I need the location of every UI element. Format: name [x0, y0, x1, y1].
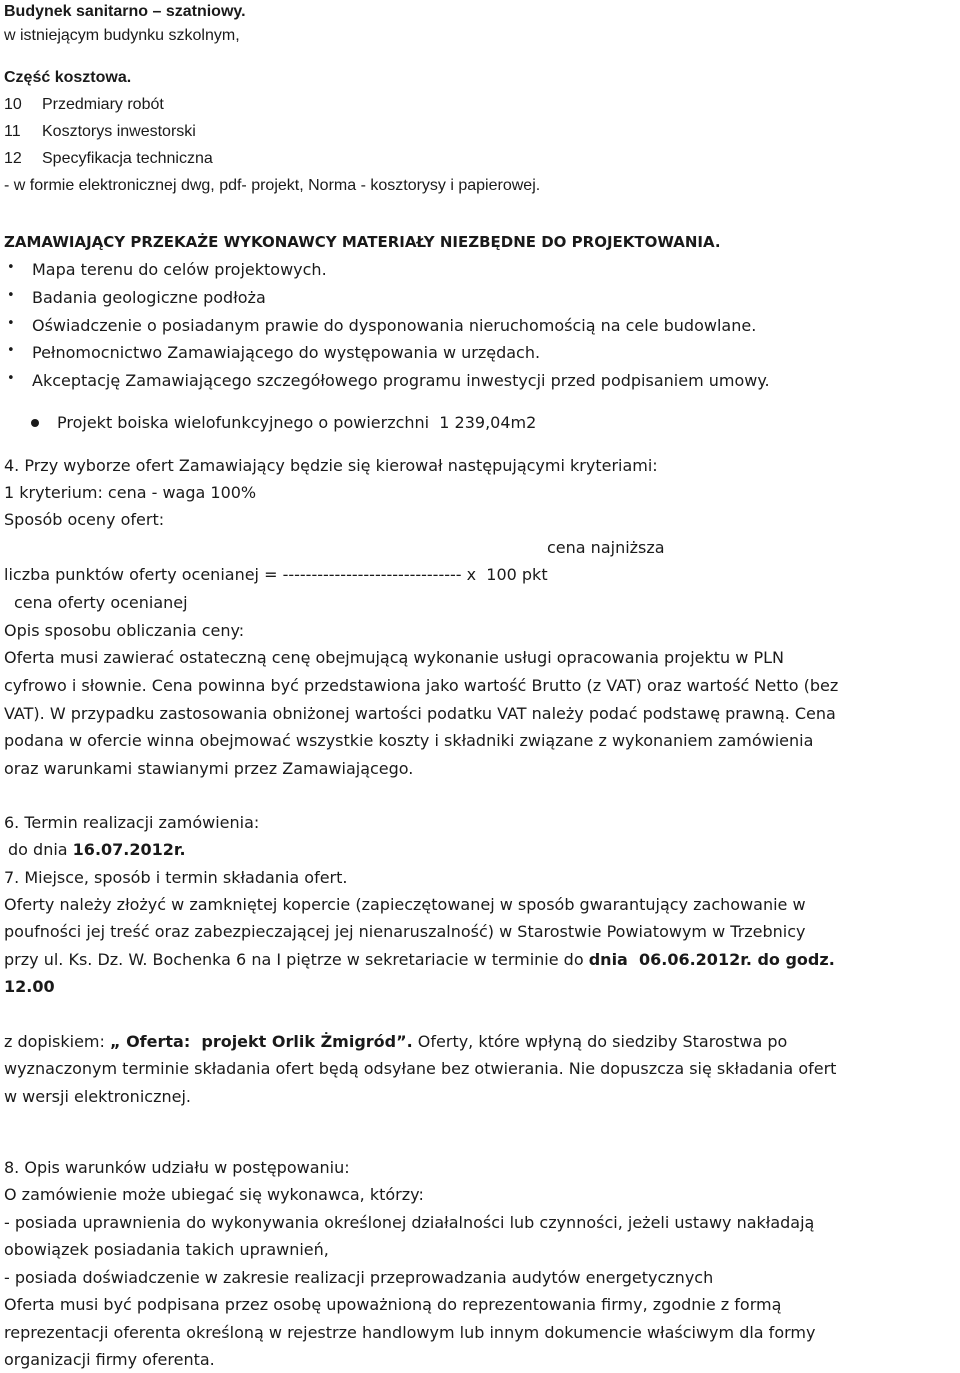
annotation-line: z dopiskiem: „ Oferta: projekt Orlik Żmigród”. Oferty, które wpłyną do siedziby Starostwa po — [4, 1032, 788, 1051]
conditions-line: organizacji firmy oferenta. — [4, 1350, 215, 1369]
criteria-intro: 4. Przy wyborze ofert Zamawiający będzie się kierował następującymi kryteriami: — [4, 456, 658, 475]
cost-item: 11 Kosztorys inwestorski — [4, 123, 196, 140]
submission-time: 12.00 — [4, 977, 55, 996]
criterion-line: 1 kryterium: cena - waga 100% — [4, 483, 257, 502]
price-heading: Opis sposobu obliczania ceny: — [4, 621, 245, 640]
bullet-icon: • — [7, 343, 15, 358]
evaluation-method-label: Sposób oceny ofert: — [4, 510, 165, 529]
cost-item: 12 Specyfikacja techniczna — [4, 150, 213, 167]
offer-annotation: „ Oferta: projekt Orlik Żmigród”. — [109, 1032, 413, 1051]
bullet-dot-icon — [31, 419, 39, 427]
bullet-icon: • — [7, 371, 15, 386]
conditions-line: O zamówienie może ubiegać się wykonawca, którzy: — [4, 1185, 424, 1204]
price-line: Oferta musi zawierać ostateczną cenę obejmującą wykonanie usługi opracowania projektu w PLN — [4, 648, 784, 667]
materials-heading: ZAMAWIAJĄCY PRZEKAŻE WYKONAWCY MATERIAŁY NIEZBĘDNE DO PROJEKTOWANIA. — [4, 233, 721, 251]
formula-denominator: cena oferty ocenianej — [14, 593, 188, 612]
bullet-icon: • — [7, 316, 15, 331]
format-note: - w formie elektronicznej dwg, pdf- projekt, Norma - kosztorysy i papierowej. — [4, 177, 541, 194]
submission-line: poufności jej treść oraz zabezpieczającej jej nienaruszalność) w Starostwie Powiatowym w Trzebnicy — [4, 922, 806, 941]
price-line: oraz warunkami stawianymi przez Zamawiającego. — [4, 759, 414, 778]
bullet-icon: • — [7, 260, 15, 275]
submission-line: przy ul. Ks. Dz. W. Bochenka 6 na I piętrze w sekretariacie w terminie do dnia 06.06.2012r. do godz. — [4, 950, 835, 969]
conditions-line: - posiada uprawnienia do wykonywania określonej działalności lub czynności, jeżeli ustawy nakładają — [4, 1213, 815, 1232]
conditions-heading: 8. Opis warunków udziału w postępowaniu: — [4, 1158, 350, 1177]
cost-part-heading: Część kosztowa. — [4, 69, 132, 86]
conditions-line: Oferta musi być podpisana przez osobę upoważnioną do reprezentowania firmy, zgodnie z formą — [4, 1295, 782, 1314]
document-subtitle: w istniejącym budynku szkolnym, — [4, 27, 240, 44]
price-line: cyfrowo i słownie. Cena powinna być przedstawiona jako wartość Brutto (z VAT) oraz wartość Netto (bez — [4, 676, 839, 695]
conditions-line: obowiązek posiadania takich uprawnień, — [4, 1240, 329, 1259]
submission-deadline: dnia 06.06.2012r. do godz. — [588, 950, 835, 969]
formula-line: liczba punktów oferty ocenianej = ------------------------------- x 100 pkt — [4, 565, 548, 584]
conditions-line: - posiada doświadczenie w zakresie realizacji przeprowadzania audytów energetycznych — [4, 1268, 714, 1287]
deadline-line: do dnia 16.07.2012r. — [8, 840, 186, 859]
document-title: Budynek sanitarno – szatniowy. — [4, 3, 246, 20]
deadline-heading: 6. Termin realizacji zamówienia: — [4, 813, 260, 832]
price-line: podana w ofercie winna obejmować wszystkie koszty i składniki związane z wykonaniem zamówienia — [4, 731, 814, 750]
conditions-line: reprezentacji oferenta określoną w rejestrze handlowym lub innym dokumencie właściwym dla formy — [4, 1323, 816, 1342]
bullet-icon: • — [7, 288, 15, 303]
submission-line: Oferty należy złożyć w zamkniętej kopercie (zapieczętowanej w sposób gwarantujący zachowanie w — [4, 895, 806, 914]
formula-numerator: cena najniższa — [547, 538, 665, 557]
submission-line: wyznaczonym terminie składania ofert będą odsyłane bez otwierania. Nie dopuszcza się składania ofert — [4, 1059, 837, 1078]
project-bullet-item: Projekt boiska wielofunkcyjnego o powierzchni 1 239,04m2 — [0, 411, 960, 435]
deadline-date: 16.07.2012r. — [72, 840, 186, 859]
submission-line: w wersji elektronicznej. — [4, 1087, 191, 1106]
cost-item: 10 Przedmiary robót — [4, 96, 164, 113]
price-line: VAT). W przypadku zastosowania obniżonej wartości podatku VAT należy podać podstawę prawną. Cena — [4, 704, 836, 723]
submission-heading: 7. Miejsce, sposób i termin składania ofert. — [4, 868, 348, 887]
